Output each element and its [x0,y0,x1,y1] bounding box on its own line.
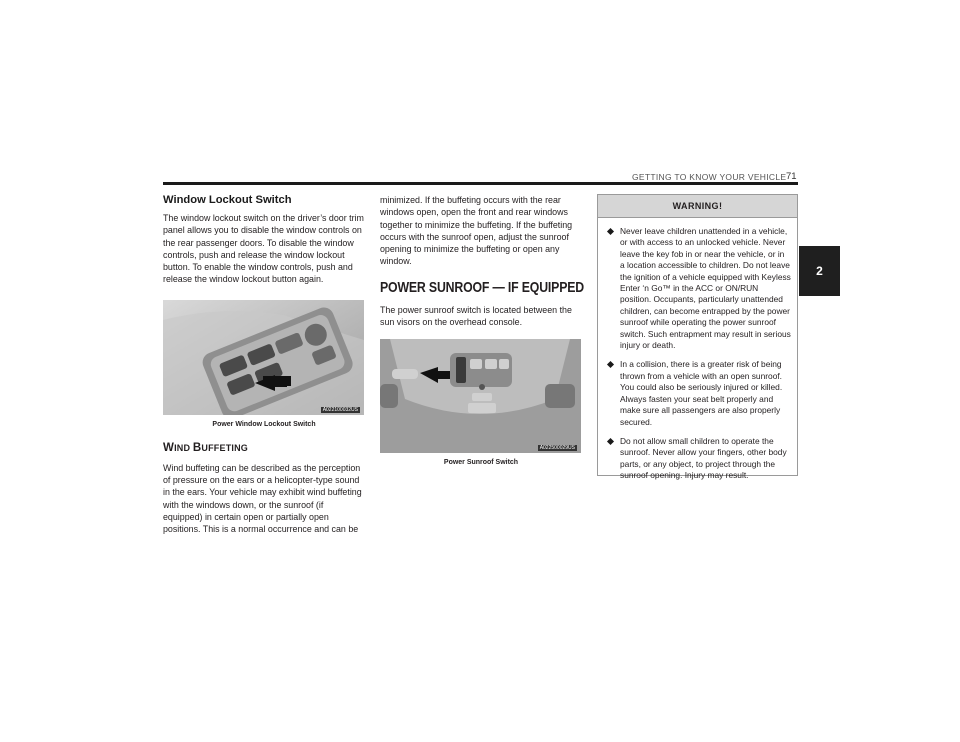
power-sunroof-heading: POWER SUNROOF — IF EQUIPPED [380,278,585,296]
warning-list [598,218,797,482]
window-lockout-heading: Window Lockout Switch [163,194,292,206]
warning-box [597,194,798,481]
sunroof-location-paragraph: The power sunroof switch is located between the sun visors on the overhead console. [380,304,572,328]
figure-code: A022100032US [322,406,358,413]
door-panel-illustration [163,300,364,415]
header-rule [163,182,798,185]
left-column [163,194,365,547]
warning-item: Never leave children unattended in a vehicle, or with access to an unlocked vehicle. Never leave the key fob in or near the vehicle, or in a location accessible to children. Do not leave the ignition of a vehicle equipped with Keyless Enter ‘n Go™ in the ACC or ON/RUN position. Occupants, particularly unattended children, can become entrapped by the power sunroof while operating the power sunroof switch. Such entrapment may result in serious injury or death. [608,226,791,351]
chapter-tab: 2 [799,246,840,296]
bullet-diamond-icon [607,438,614,445]
window-lockout-paragraph: The window lockout switch on the driver’s door trim panel allows you to disable the window controls on the rear passenger doors. To disable the window controls, push and release the window lockout button. To enable the window controls, push and release the window lockout button again. [163,213,364,285]
running-header-title: GETTING TO KNOW YOUR VEHICLE [632,172,787,182]
warning-item: Do not allow small children to operate the sunroof. Never allow your fingers, other body parts, or any object, to project through the sunroof opening. Injury may result. [608,436,791,482]
middle-column [380,194,585,480]
bullet-diamond-icon [607,228,614,235]
wind-buffeting-paragraph: Wind buffeting can be described as the perception of pressure on the ears or a helicopter-type sound in the ears. Your vehicle may exhibit wind buffeting with the windows down, or the sunroof (if equipped) in certain open or partially open positions. This is a normal occurrence and can be [163,462,362,535]
figure-code: A022500029US [539,445,575,452]
wind-buffeting-heading: WIND BUFFETING [163,441,248,454]
warning-title: WARNING! [598,195,797,218]
warning-item: In a collision, there is a greater risk of being thrown from a vehicle with an open sunroof. You could also be seriously injured or killed. Always fasten your seat belt properly and make sure all passengers are also properly secured. [608,359,791,427]
sunroof-switch-figure [380,339,581,453]
overhead-console-illustration [380,339,581,453]
window-lockout-figure [163,300,364,415]
buffeting-continued-paragraph: minimized. If the buffeting occurs with the rear windows open, open the front and rear windows together to minimize the buffeting. If the buffeting occurs with the sunroof open, adjust the sunroof opening to minimize the buffeting or open any window. [380,195,573,267]
figure-caption: Power Sunroof Switch [443,457,519,467]
bullet-diamond-icon [607,361,614,368]
page-number: 71 [786,171,797,182]
figure-caption: Power Window Lockout Switch [212,418,316,428]
